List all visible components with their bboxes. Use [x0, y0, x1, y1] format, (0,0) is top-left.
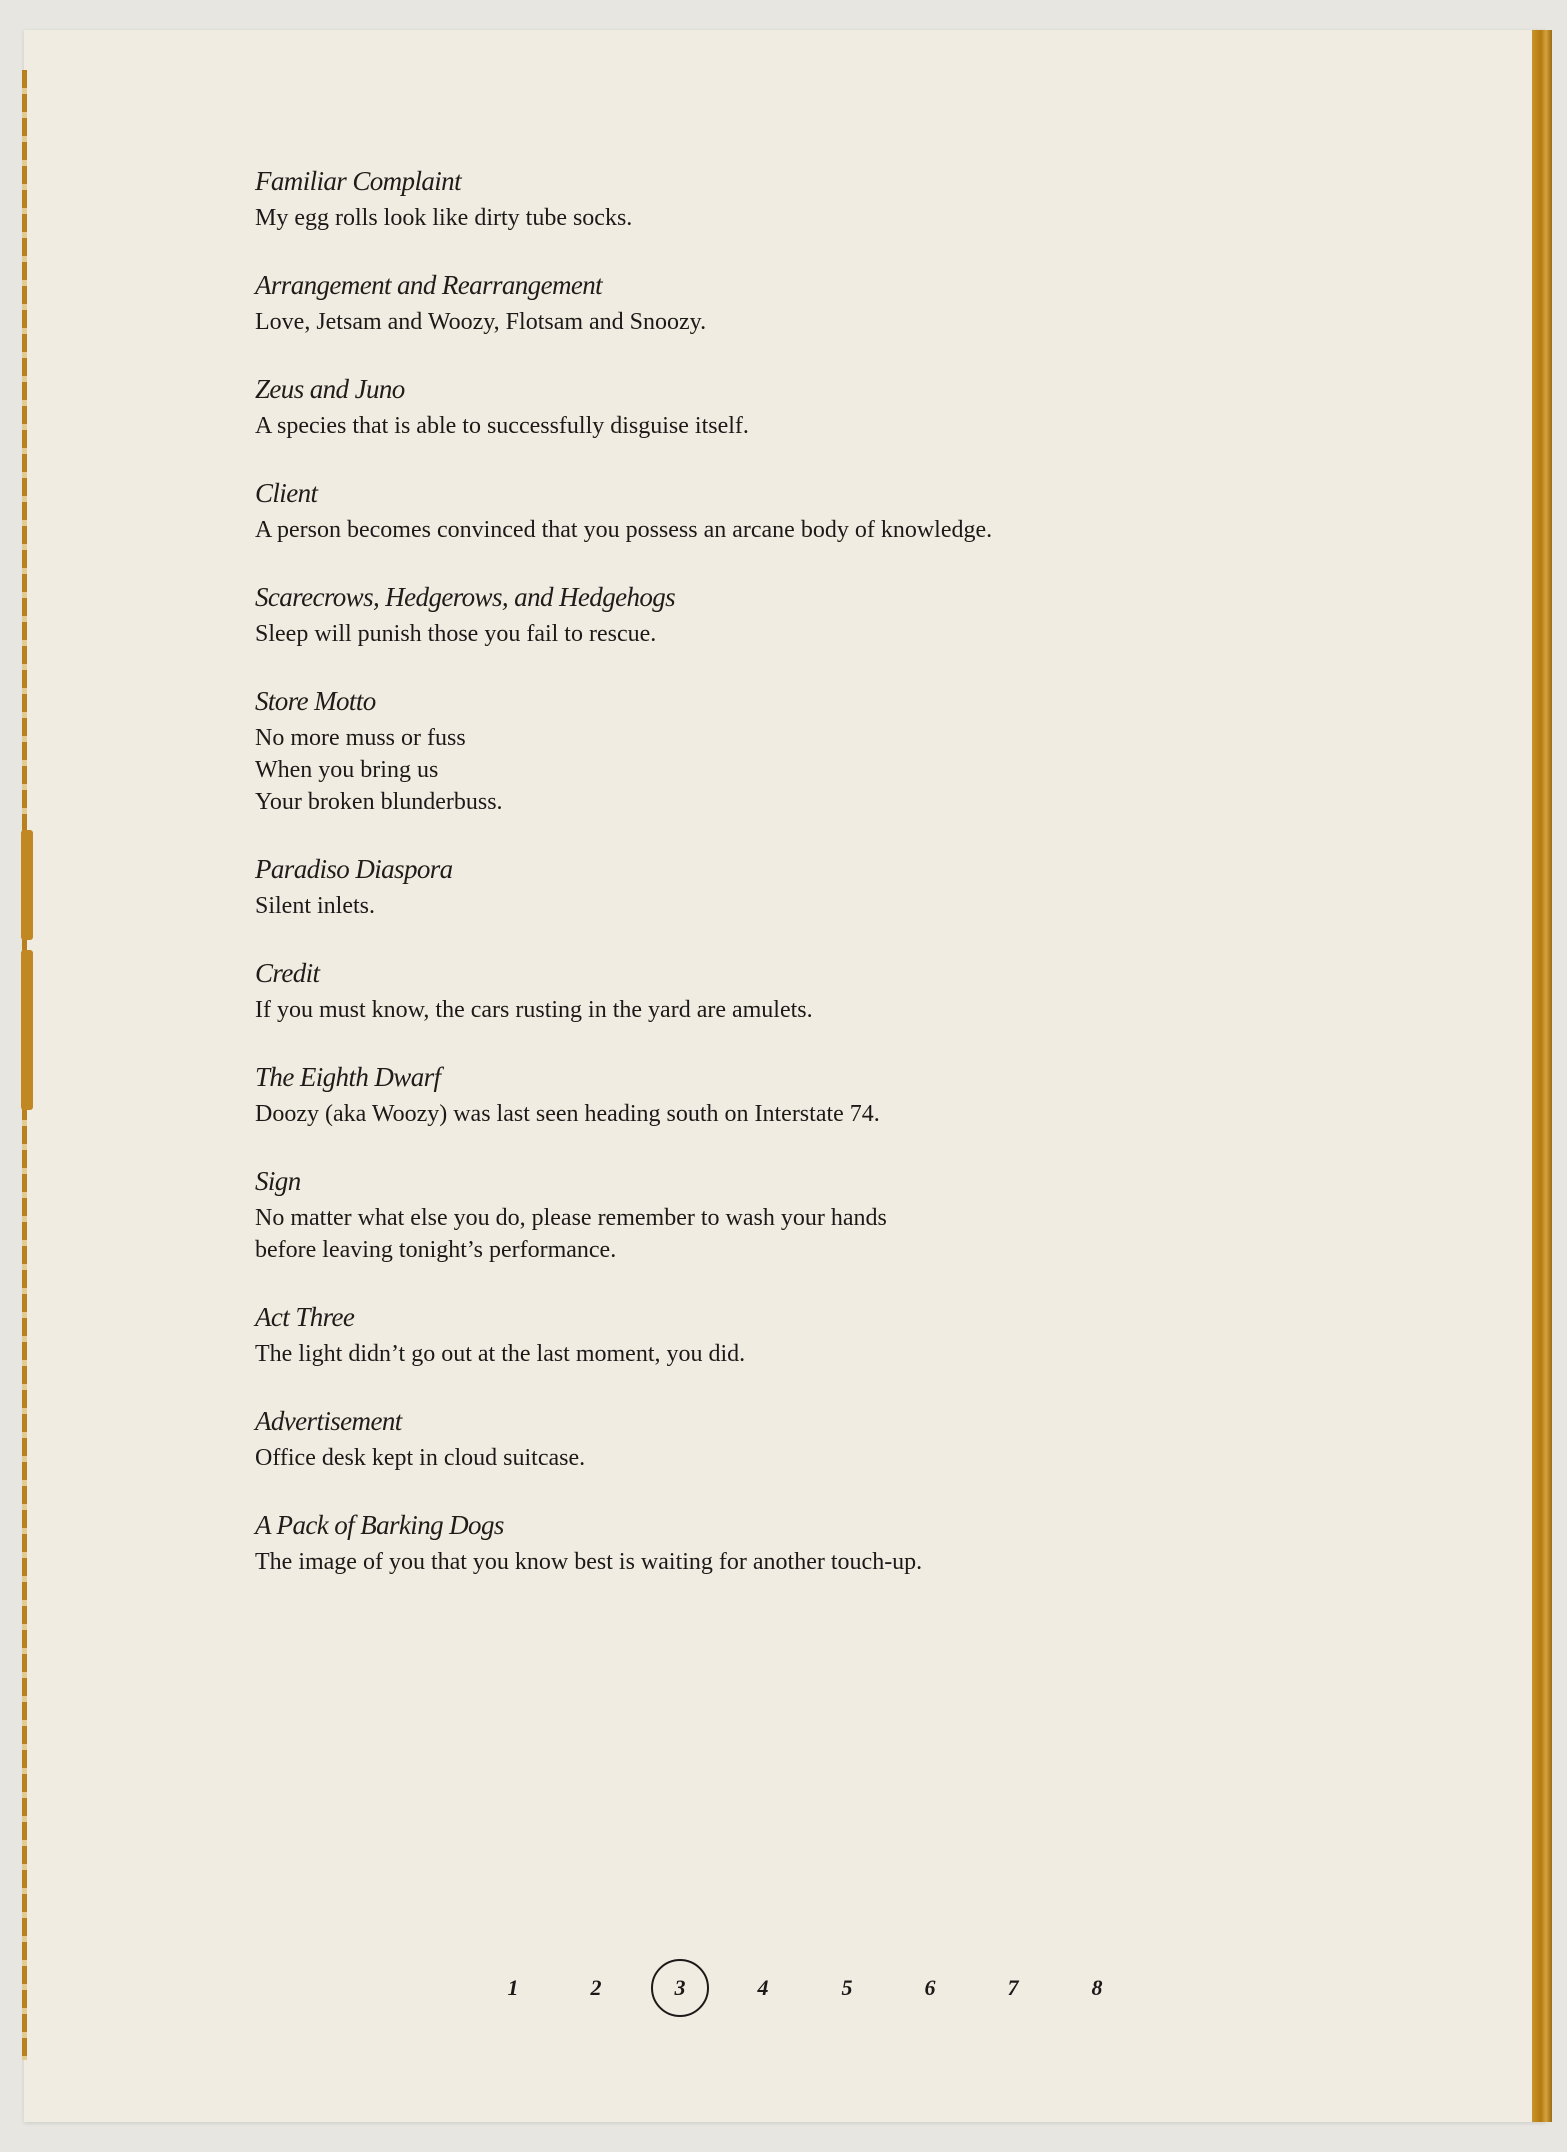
page-link-8[interactable]: 8: [1091, 1975, 1103, 2000]
entries-list: [255, 160, 1405, 1608]
page-link-4[interactable]: 4: [757, 1975, 769, 2000]
entry: [255, 848, 1405, 922]
entry-text: Doozy (aka Woozy) was last seen heading south on Interstate 74.: [255, 1101, 880, 1127]
entry-text: Sleep will punish those you fail to rescue.: [255, 621, 657, 647]
page-navigation: [0, 1958, 1567, 2018]
entry: [255, 160, 1405, 234]
entry: [255, 576, 1405, 650]
entry: [255, 1400, 1405, 1474]
entry-title: Paradiso Diaspora: [255, 854, 453, 884]
entry-title: Sign: [255, 1166, 301, 1196]
page-link-2[interactable]: 2: [590, 1975, 602, 2000]
entry-text: A species that is able to successfully disguise itself.: [255, 413, 749, 439]
entry-text: If you must know, the cars rusting in the yard are amulets.: [255, 997, 813, 1023]
entry-title: Arrangement and Rearrangement: [255, 270, 603, 300]
page-link-5[interactable]: 5: [841, 1975, 853, 2000]
entry-title: A Pack of Barking Dogs: [255, 1510, 504, 1540]
page-link-current[interactable]: 3: [651, 1959, 709, 2017]
entry-title: Store Motto: [255, 686, 376, 716]
entry: [255, 1056, 1405, 1130]
gilt-edge-right: [1532, 30, 1552, 2122]
entry-text: Office desk kept in cloud suitcase.: [255, 1445, 586, 1471]
entry: [255, 264, 1405, 338]
entry-text: My egg rolls look like dirty tube socks.: [255, 205, 633, 231]
entry-title: Act Three: [255, 1302, 355, 1332]
page-link-1[interactable]: 1: [507, 1975, 519, 2000]
entry-text: No more muss or fuss When you bring us Your broken blunderbuss.: [255, 725, 503, 815]
entry-title: Advertisement: [255, 1406, 402, 1436]
gilt-accent: [21, 830, 33, 940]
entry-text: The light didn’t go out at the last moment, you did.: [255, 1341, 746, 1367]
entry-title: Credit: [255, 958, 320, 988]
entry: [255, 368, 1405, 442]
entry: [255, 1160, 1405, 1266]
entry-title: Scarecrows, Hedgerows, and Hedgehogs: [255, 582, 676, 612]
entry-text: A person becomes convinced that you possess an arcane body of knowledge.: [255, 517, 993, 543]
entry: [255, 1504, 1405, 1578]
page-link-6[interactable]: 6: [924, 1975, 936, 2000]
gilt-accent: [21, 950, 33, 1110]
entry-title: Client: [255, 478, 318, 508]
entry-text: Silent inlets.: [255, 893, 375, 919]
entry: [255, 1296, 1405, 1370]
entry: [255, 472, 1405, 546]
entry-text: No matter what else you do, please remember to wash your hands before leaving tonight’s performance.: [255, 1205, 887, 1263]
entry-text: The image of you that you know best is waiting for another touch-up.: [255, 1549, 923, 1575]
entry: [255, 952, 1405, 1026]
page-link-7[interactable]: 7: [1007, 1975, 1019, 2000]
entry: [255, 680, 1405, 818]
entry-title: Familiar Complaint: [255, 166, 461, 196]
entry-title: Zeus and Juno: [255, 374, 405, 404]
entry-title: The Eighth Dwarf: [255, 1062, 441, 1092]
entry-text: Love, Jetsam and Woozy, Flotsam and Snoozy.: [255, 309, 707, 335]
